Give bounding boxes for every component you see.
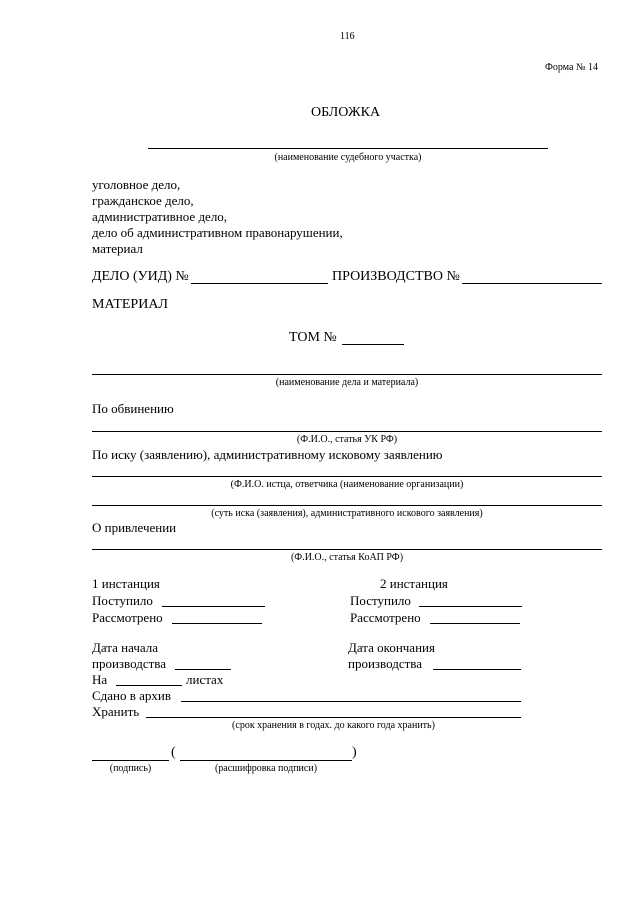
- claim-essence-line[interactable]: [92, 505, 602, 506]
- involvement-label: О привлечении: [92, 520, 177, 535]
- accusation-line[interactable]: [92, 431, 602, 432]
- material-label: МАТЕРИАЛ: [92, 297, 168, 312]
- on-label: На: [92, 672, 108, 687]
- keep-label: Хранить: [92, 704, 140, 719]
- involvement-line[interactable]: [92, 549, 602, 550]
- case-type-criminal: уголовное дело,: [92, 177, 181, 192]
- end-date-field[interactable]: [433, 669, 521, 670]
- instance1-title: 1 инстанция: [92, 576, 160, 591]
- case-name-caption: (наименование дела и материала): [275, 377, 419, 388]
- proceeding-label: ПРОИЗВОДСТВО №: [332, 269, 460, 284]
- volume-field[interactable]: [342, 344, 404, 345]
- court-name-line[interactable]: [148, 148, 548, 149]
- open-paren: (: [171, 745, 176, 760]
- sheets-label: листах: [186, 672, 224, 687]
- close-paren: ): [352, 745, 357, 760]
- claim-label: По иску (заявлению), административному исковому заявлению: [92, 447, 443, 462]
- proceeding-field[interactable]: [462, 283, 602, 284]
- volume-label: ТОМ №: [289, 330, 337, 345]
- instance1-considered-field[interactable]: [172, 623, 262, 624]
- storage-period-field[interactable]: [146, 717, 521, 718]
- instance2-received-field[interactable]: [419, 606, 522, 607]
- end-date-label: Дата окончания: [348, 640, 435, 655]
- archived-label: Сдано в архив: [92, 688, 172, 703]
- instance2-title: 2 инстанция: [380, 576, 448, 591]
- page-number: 116: [340, 31, 355, 42]
- court-name-caption: (наименование судебного участка): [274, 152, 422, 163]
- case-type-material: материал: [92, 241, 143, 256]
- archived-field[interactable]: [181, 701, 521, 702]
- storage-period-caption: (срок хранения в годах. до какого года хранить): [232, 720, 435, 731]
- instance2-considered-label: Рассмотрено: [350, 610, 421, 625]
- start-date-label: Дата начала: [92, 640, 159, 655]
- case-uid-field[interactable]: [191, 283, 328, 284]
- signature-field[interactable]: [92, 760, 169, 761]
- instance2-considered-field[interactable]: [430, 623, 520, 624]
- case-type-administrative: административное дело,: [92, 209, 228, 224]
- instance1-received-field[interactable]: [162, 606, 265, 607]
- sheets-count-field[interactable]: [116, 685, 182, 686]
- start-date-field[interactable]: [175, 669, 231, 670]
- instance1-received-label: Поступило: [92, 593, 153, 608]
- claim-parties-line[interactable]: [92, 476, 602, 477]
- signature-decoding-field[interactable]: [180, 760, 352, 761]
- case-uid-label: ДЕЛО (УИД) №: [92, 269, 189, 284]
- page-title: ОБЛОЖКА: [311, 105, 381, 120]
- case-name-line[interactable]: [92, 374, 602, 375]
- case-type-civil: гражданское дело,: [92, 193, 194, 208]
- instance1-considered-label: Рассмотрено: [92, 610, 163, 625]
- instance2-received-label: Поступило: [350, 593, 411, 608]
- involvement-caption: (Ф.И.О., статья КоАП РФ): [290, 552, 404, 563]
- claim-essence-caption: (суть иска (заявления), административного искового заявления): [211, 508, 483, 519]
- end-production-label: производства: [348, 656, 423, 671]
- form-number: Форма № 14: [545, 62, 598, 73]
- accusation-caption: (Ф.И.О., статья УК РФ): [296, 434, 398, 445]
- start-production-label: производства: [92, 656, 167, 671]
- accusation-label: По обвинению: [92, 401, 174, 416]
- signature-caption: (подпись): [109, 763, 152, 774]
- signature-decoding-caption: (расшифровка подписи): [214, 763, 318, 774]
- case-type-admin-offense: дело об административном правонарушении,: [92, 225, 343, 240]
- claim-parties-caption: (Ф.И.О. истца, ответчика (наименование организации): [230, 479, 464, 490]
